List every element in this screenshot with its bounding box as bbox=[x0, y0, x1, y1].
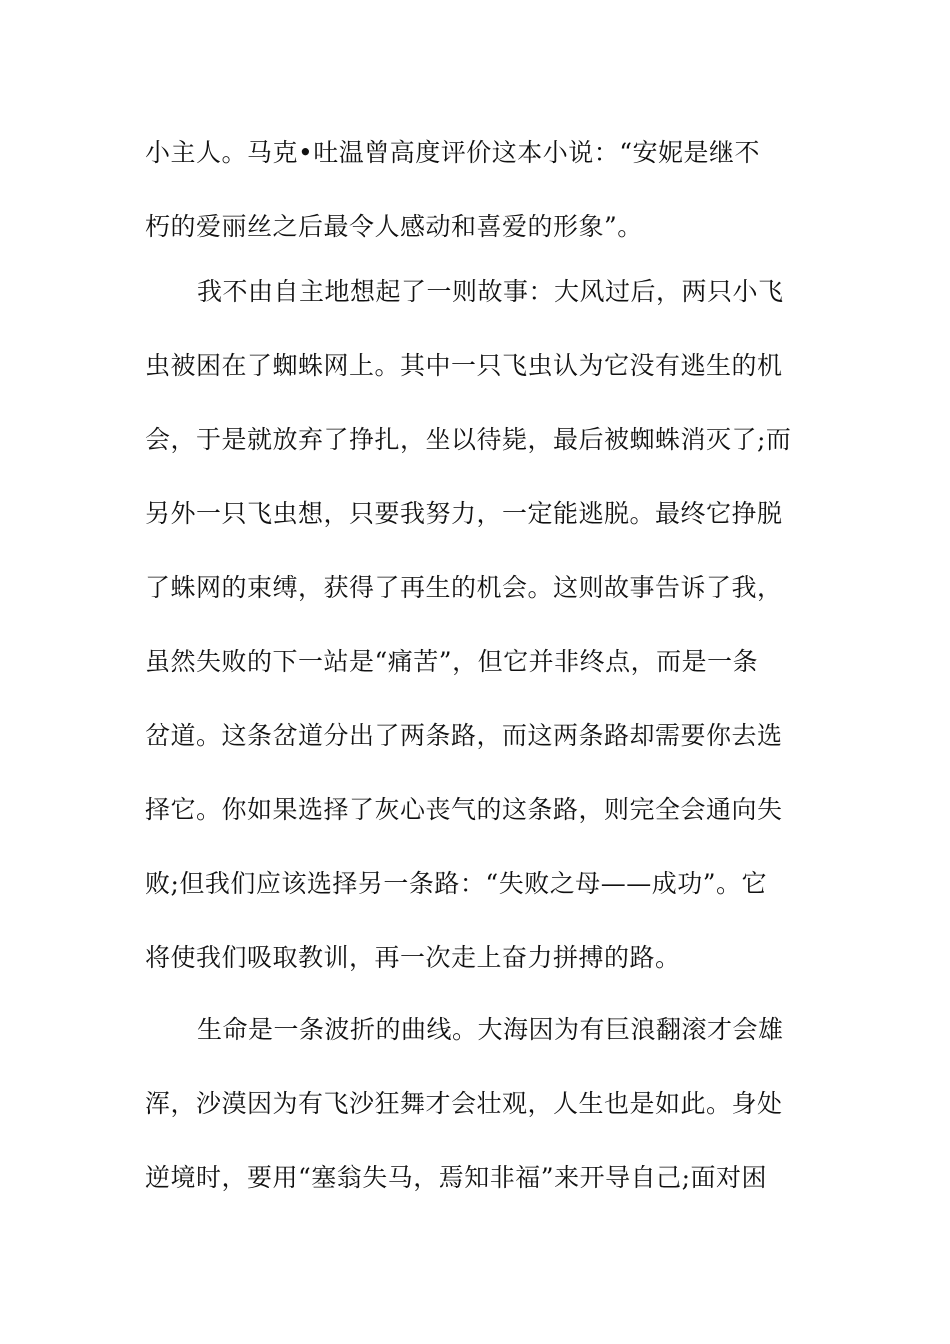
text-line: 了蛛网的束缚，获得了再生的机会。这则故事告诉了我， bbox=[145, 573, 783, 602]
text-line: 将使我们吸取教训，再一次走上奋力拼搏的路。 bbox=[145, 943, 681, 972]
text-line: 虽然失败的下一站是“痛苦”，但它并非终点，而是一条 bbox=[145, 647, 759, 676]
text-line: 会，于是就放弃了挣扎，坐以待毙，最后被蜘蛛消灭了;而 bbox=[145, 425, 792, 454]
text-line: 朽的爱丽丝之后最令人感动和喜爱的形象”。 bbox=[145, 212, 643, 241]
text-line: 浑，沙漠因为有飞沙狂舞才会壮观，人生也是如此。身处 bbox=[145, 1089, 783, 1118]
text-line: 另外一只飞虫想，只要我努力，一定能逃脱。最终它挣脱 bbox=[145, 499, 783, 528]
text-line: 小主人。马克•吐温曾高度评价这本小说：“安妮是继不 bbox=[145, 138, 761, 167]
paragraph-start-line: 我不由自主地想起了一则故事：大风过后，两只小飞 bbox=[197, 277, 784, 306]
paragraph-start-line: 生命是一条波折的曲线。大海因为有巨浪翻滚才会雄 bbox=[197, 1015, 784, 1044]
text-line: 择它。你如果选择了灰心丧气的这条路，则完全会通向失 bbox=[145, 795, 783, 824]
text-line: 虫被困在了蜘蛛网上。其中一只飞虫认为它没有逃生的机 bbox=[145, 351, 783, 380]
text-line: 岔道。这条岔道分出了两条路，而这两条路却需要你去选 bbox=[145, 721, 783, 750]
text-line: 逆境时，要用“塞翁失马，焉知非福”来开导自己;面对困 bbox=[145, 1163, 767, 1192]
text-line: 败;但我们应该选择另一条路：“失败之母——成功”。它 bbox=[145, 869, 767, 898]
